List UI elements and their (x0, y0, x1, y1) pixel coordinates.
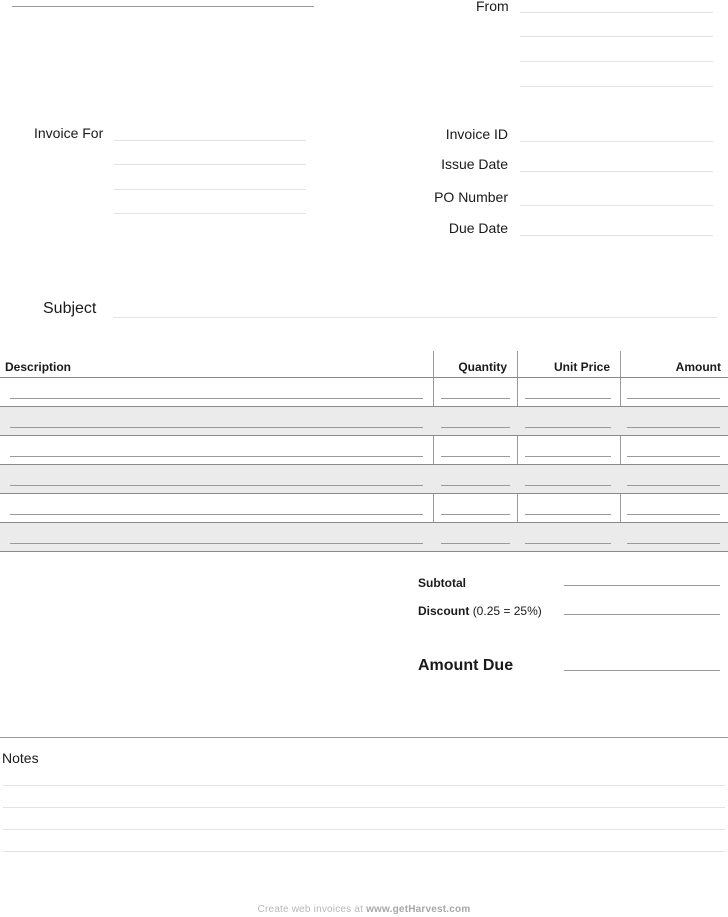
amount-field[interactable] (627, 543, 720, 544)
notes-divider (0, 737, 728, 738)
issue-date-field[interactable] (520, 171, 713, 172)
table-row (0, 523, 728, 552)
amount-field[interactable] (627, 485, 720, 486)
table-header (0, 351, 728, 378)
due-date-label: Due Date (448, 220, 508, 236)
table-row (0, 494, 728, 523)
unit-price-field[interactable] (525, 398, 611, 399)
invoice-for-field-line-4[interactable] (114, 213, 306, 214)
invoice-for-label: Invoice For (34, 125, 104, 141)
po-number-field[interactable] (520, 205, 713, 206)
table-row (0, 465, 728, 494)
quantity-field[interactable] (441, 485, 510, 486)
description-field[interactable] (10, 427, 423, 428)
notes-field-line-2[interactable] (3, 807, 725, 808)
table-row (0, 436, 728, 465)
top-left-field-line[interactable] (12, 6, 314, 7)
amount-due-label: Amount Due (418, 657, 514, 674)
amount-field[interactable] (627, 456, 720, 457)
invoice-for-field-line-1[interactable] (114, 140, 306, 141)
column-header-quantity: Quantity (458, 360, 507, 374)
invoice-id-label: Invoice ID (445, 126, 508, 142)
footer-prefix: Create web invoices at (257, 904, 364, 915)
description-field[interactable] (10, 456, 423, 457)
quantity-field[interactable] (441, 398, 510, 399)
table-row (0, 378, 728, 407)
unit-price-field[interactable] (525, 456, 611, 457)
quantity-field[interactable] (441, 456, 510, 457)
invoice-for-field-line-2[interactable] (114, 164, 306, 165)
subject-field[interactable] (113, 317, 717, 318)
due-date-field[interactable] (520, 235, 713, 236)
table-row (0, 407, 728, 436)
unit-price-field[interactable] (525, 485, 611, 486)
from-label: From (476, 0, 509, 14)
footer-link[interactable]: www.getHarvest.com (366, 904, 471, 915)
amount-field[interactable] (627, 398, 720, 399)
notes-field-line-1[interactable] (3, 785, 725, 786)
unit-price-field[interactable] (525, 543, 611, 544)
subtotal-label: Subtotal (418, 576, 466, 590)
footer-credit (0, 904, 728, 915)
po-number-label: PO Number (434, 189, 508, 205)
column-header-amount: Amount (675, 360, 721, 374)
line-items-table (0, 351, 728, 552)
invoice-for-field-line-3[interactable] (114, 189, 306, 190)
description-field[interactable] (10, 398, 423, 399)
invoice-id-field[interactable] (520, 141, 713, 142)
quantity-field[interactable] (441, 514, 510, 515)
issue-date-label: Issue Date (441, 156, 508, 172)
subject-label: Subject (43, 300, 97, 317)
from-field-line-2[interactable] (520, 36, 713, 37)
description-field[interactable] (10, 543, 423, 544)
column-header-description: Description (5, 360, 72, 374)
amount-due-field[interactable] (564, 670, 720, 671)
from-field-line-4[interactable] (520, 86, 713, 87)
quantity-field[interactable] (441, 427, 510, 428)
unit-price-field[interactable] (525, 514, 611, 515)
amount-field[interactable] (627, 427, 720, 428)
notes-field-line-3[interactable] (3, 829, 725, 830)
description-field[interactable] (10, 485, 423, 486)
discount-field[interactable] (564, 614, 720, 615)
from-field-line-1[interactable] (520, 12, 713, 13)
from-field-line-3[interactable] (520, 61, 713, 62)
amount-field[interactable] (627, 514, 720, 515)
discount-hint: (0.25 = 25%) (472, 604, 542, 618)
subtotal-field[interactable] (564, 585, 720, 586)
notes-label: Notes (2, 750, 39, 766)
notes-field-line-4[interactable] (3, 851, 725, 852)
quantity-field[interactable] (441, 543, 510, 544)
discount-label: Discount (0.25 = 25%) (418, 604, 542, 618)
description-field[interactable] (10, 514, 423, 515)
unit-price-field[interactable] (525, 427, 611, 428)
column-header-unit-price: Unit Price (553, 360, 610, 374)
